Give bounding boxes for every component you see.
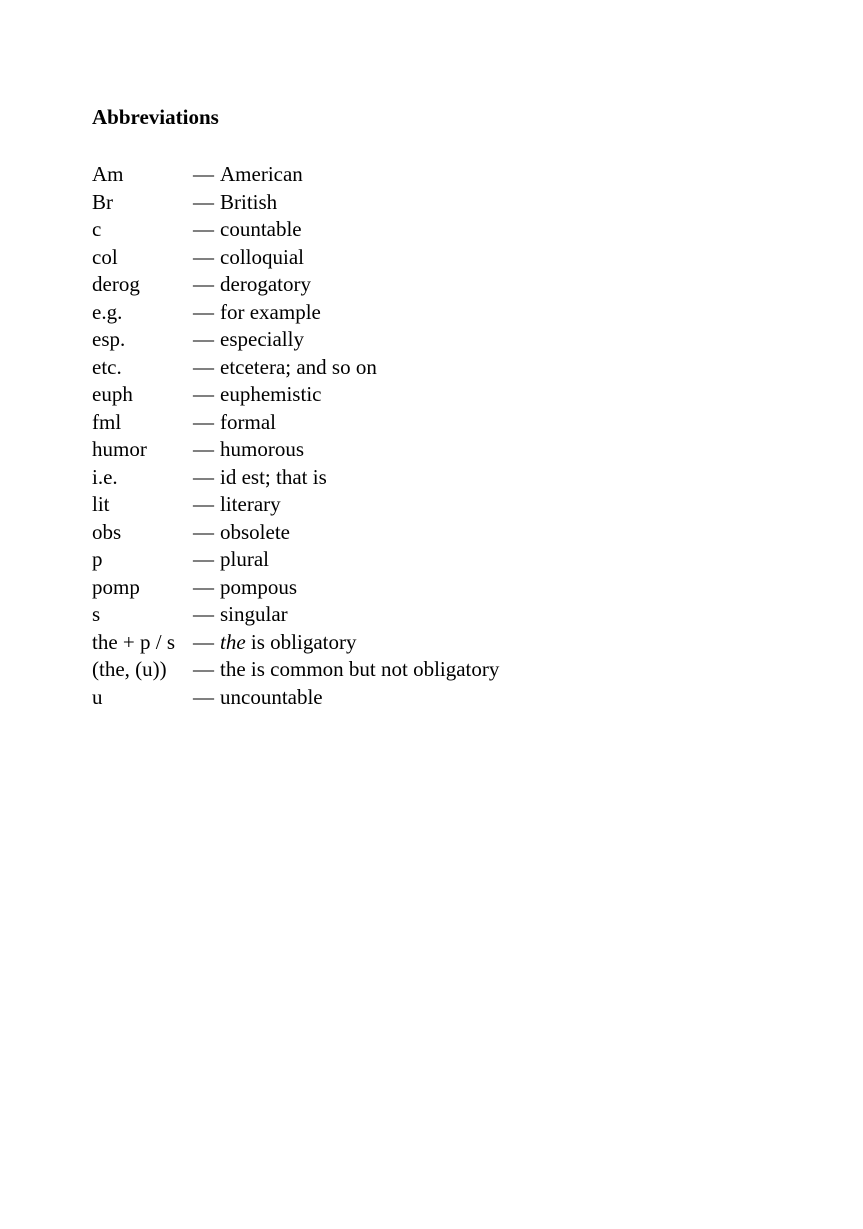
- list-item: [92, 436, 499, 464]
- em-dash: —: [193, 602, 214, 626]
- abbreviation: u: [92, 684, 103, 709]
- list-item: [92, 326, 499, 354]
- list-item: [92, 491, 499, 519]
- definition: etcetera; and so on: [220, 354, 377, 379]
- list-item: [92, 189, 499, 217]
- definition: singular: [220, 602, 288, 626]
- definition: derogatory: [220, 272, 311, 296]
- em-dash: —: [193, 189, 214, 214]
- em-dash: —: [193, 629, 214, 654]
- em-dash: —: [193, 519, 214, 544]
- abbreviation: s: [92, 602, 101, 626]
- definition-rest: is obligatory: [245, 629, 357, 654]
- em-dash: —: [193, 272, 214, 296]
- list-item: [92, 244, 499, 272]
- definition: pompous: [220, 574, 298, 599]
- definition: euphemistic: [220, 382, 322, 406]
- list-item: [92, 684, 499, 712]
- em-dash: —: [193, 299, 214, 324]
- em-dash: —: [193, 217, 214, 241]
- abbreviation: c: [92, 217, 102, 241]
- abbreviation: e.g.: [92, 299, 123, 324]
- list-item: [92, 464, 499, 492]
- definition: humorous: [220, 437, 304, 461]
- abbreviation: Br: [92, 189, 113, 214]
- abbreviation: esp.: [92, 327, 126, 351]
- definition: colloquial: [220, 244, 304, 269]
- em-dash: —: [193, 574, 214, 599]
- definition: the is common but not obligatory: [220, 657, 500, 681]
- abbreviation: lit: [92, 492, 110, 516]
- abbreviation: (the, (u)): [92, 657, 167, 681]
- em-dash: —: [193, 244, 214, 269]
- list-item: [92, 354, 499, 382]
- abbreviation: fml: [92, 409, 122, 434]
- list-item: [92, 546, 499, 574]
- list-item: [92, 519, 499, 547]
- abbreviation: obs: [92, 519, 122, 544]
- abbreviation-list: [92, 161, 499, 711]
- list-item: [92, 161, 499, 189]
- em-dash: —: [193, 547, 214, 571]
- abbreviation: col: [92, 244, 118, 269]
- definition: American: [220, 162, 303, 186]
- abbreviation: etc.: [92, 354, 122, 379]
- definition: literary: [220, 492, 281, 516]
- definition: especially: [220, 327, 304, 351]
- abbreviation: pomp: [92, 574, 140, 599]
- abbreviation: p: [92, 547, 103, 571]
- em-dash: —: [193, 657, 214, 681]
- list-item: [92, 299, 499, 327]
- em-dash: —: [193, 162, 214, 186]
- abbreviation: derog: [92, 272, 140, 296]
- em-dash: —: [193, 437, 214, 461]
- definition: formal: [220, 409, 276, 434]
- definition: countable: [220, 217, 302, 241]
- list-item: [92, 381, 499, 409]
- list-item: [92, 601, 499, 629]
- page-title: Abbreviations: [92, 105, 219, 129]
- em-dash: —: [193, 354, 214, 379]
- definition: id est; that is: [220, 464, 327, 489]
- list-item: [92, 629, 499, 657]
- abbreviation: the + p / s: [92, 629, 176, 654]
- list-item: [92, 656, 499, 684]
- abbreviation: humor: [92, 437, 147, 461]
- definition: British: [220, 189, 278, 214]
- abbreviation: i.e.: [92, 464, 118, 489]
- definition: uncountable: [220, 684, 323, 709]
- list-item: [92, 216, 499, 244]
- abbreviation: Am: [92, 162, 124, 186]
- definition-italic-word: the: [220, 629, 246, 654]
- em-dash: —: [193, 409, 214, 434]
- list-item: [92, 574, 499, 602]
- definition: for example: [220, 299, 321, 324]
- em-dash: —: [193, 492, 214, 516]
- em-dash: —: [193, 382, 214, 406]
- list-item: [92, 409, 499, 437]
- list-item: [92, 271, 499, 299]
- definition: [220, 629, 356, 657]
- definition: obsolete: [220, 519, 290, 544]
- em-dash: —: [193, 464, 214, 489]
- em-dash: —: [193, 327, 214, 351]
- em-dash: —: [193, 684, 214, 709]
- abbreviation: euph: [92, 382, 133, 406]
- definition: plural: [220, 547, 269, 571]
